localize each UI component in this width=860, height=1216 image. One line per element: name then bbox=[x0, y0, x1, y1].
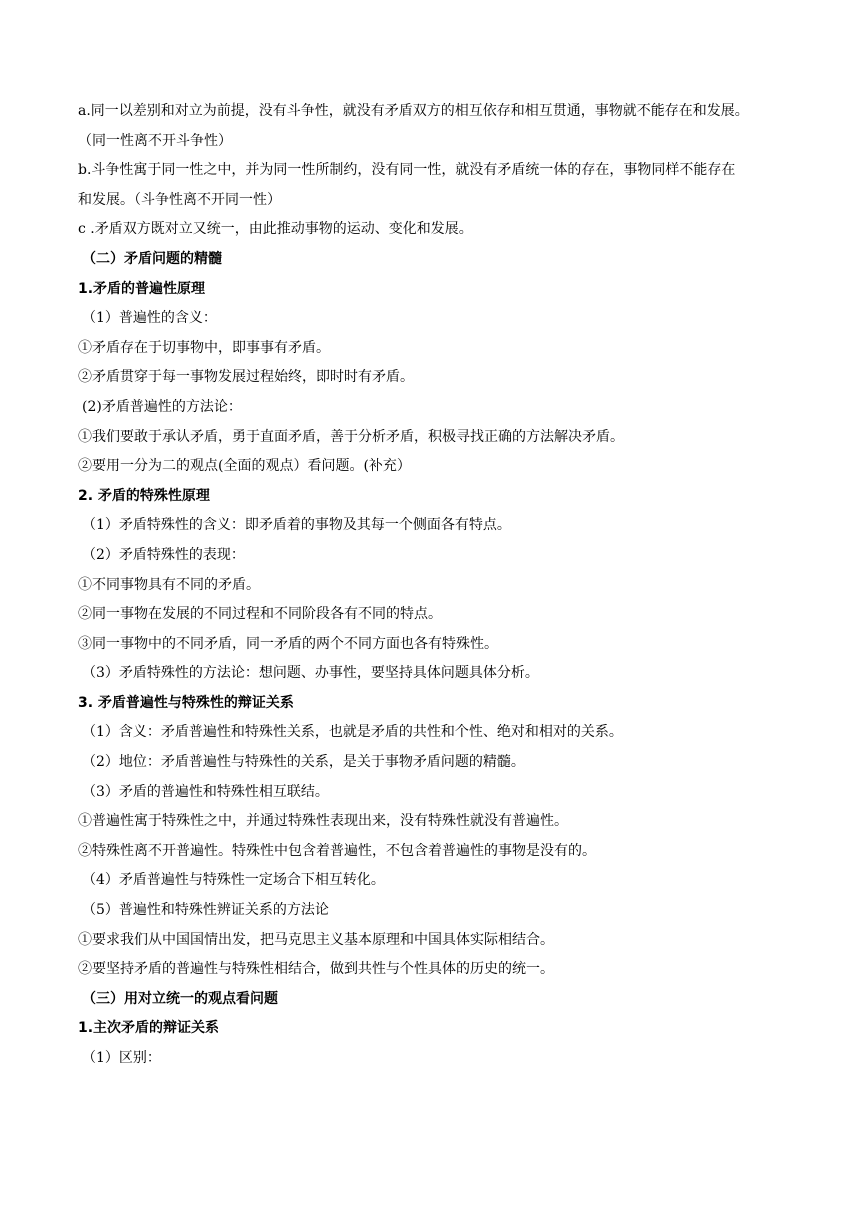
text-line: ①不同事物具有不同的矛盾。 bbox=[78, 576, 260, 593]
text-line: （1）普遍性的含义： bbox=[82, 310, 217, 327]
paragraph-b: b.斗争性寓于同一性之中，并为同一性所制约，没有同一性，就没有矛盾统一体的存在，事物同样不能存在 bbox=[78, 162, 736, 179]
text-line: （1）区别： bbox=[82, 1050, 161, 1066]
text-line: （3）矛盾的普遍性和特殊性相互联结。 bbox=[82, 783, 329, 800]
text-line: ②同一事物在发展的不同过程和不同阶段各有不同的特点。 bbox=[78, 606, 442, 623]
text-line: （2）地位：矛盾普遍性与特殊性的关系，是关于事物矛盾问题的精髓。 bbox=[82, 754, 525, 771]
text-line: ①矛盾存在于切事物中，即事事有矛盾。 bbox=[78, 339, 330, 356]
subheading-universality: 1.矛盾的普遍性原理 bbox=[78, 280, 206, 297]
paragraph-a: a.同一以差别和对立为前提，没有斗争性，就没有矛盾双方的相互依存和相互贯通，事物就不能存在和发展。 bbox=[78, 103, 749, 119]
subheading-particularity: 2. 矛盾的特殊性原理 bbox=[78, 487, 210, 504]
text-line: ②矛盾贯穿于每一事物发展过程始终，即时时有矛盾。 bbox=[78, 369, 414, 386]
text-line: ③同一事物中的不同矛盾，同一矛盾的两个不同方面也各有特殊性。 bbox=[78, 635, 498, 652]
text-line: （4）矛盾普遍性与特殊性一定场合下相互转化。 bbox=[82, 872, 385, 889]
text-line: ②要用一分为二的观点(全面的观点）看问题。(补充） bbox=[78, 458, 411, 475]
section-heading-3: （三）用对立统一的观点看问题 bbox=[82, 990, 278, 1007]
text-line: ①要求我们从中国国情出发，把马克思主义基本原理和中国具体实际相结合。 bbox=[78, 931, 554, 948]
document-body bbox=[78, 97, 790, 1074]
subheading-principal-contradiction: 1.主次矛盾的辩证关系 bbox=[78, 1020, 220, 1037]
paragraph-b-continued: 和发展。（斗争性离不开同一性） bbox=[78, 191, 281, 208]
paragraph-a-note: （同一性离不开斗争性） bbox=[78, 132, 232, 149]
text-line: ①我们要敢于承认矛盾，勇于直面矛盾，善于分析矛盾，积极寻找正确的方法解决矛盾。 bbox=[78, 428, 624, 445]
text-line: （2）矛盾特殊性的表现： bbox=[82, 546, 245, 563]
text-line: ②特殊性离不开普遍性。特殊性中包含着普遍性，不包含着普遍性的事物是没有的。 bbox=[78, 842, 596, 859]
text-line: （5）普遍性和特殊性辨证关系的方法论 bbox=[82, 902, 329, 919]
section-heading-2: （二）矛盾问题的精髓 bbox=[82, 250, 222, 267]
text-line: （1）矛盾特殊性的含义：即矛盾着的事物及其每一个侧面各有特点。 bbox=[82, 517, 511, 534]
text-line: （1）含义：矛盾普遍性和特殊性关系，也就是矛盾的共性和个性、绝对和相对的关系。 bbox=[82, 724, 623, 741]
text-line: ②要坚持矛盾的普遍性与特殊性相结合，做到共性与个性具体的历史的统一。 bbox=[78, 961, 554, 978]
text-line: (2)矛盾普遍性的方法论： bbox=[82, 398, 242, 415]
text-line: （3）矛盾特殊性的方法论：想问题、办事性，要坚持具体问题具体分析。 bbox=[82, 665, 539, 682]
subheading-dialectical-relation: 3. 矛盾普遍性与特殊性的辩证关系 bbox=[78, 694, 294, 711]
paragraph-c: c .矛盾双方既对立又统一，由此推动事物的运动、变化和发展。 bbox=[78, 221, 473, 238]
text-line: ①普遍性寓于特殊性之中，并通过特殊性表现出来，没有特殊性就没有普遍性。 bbox=[78, 813, 568, 830]
